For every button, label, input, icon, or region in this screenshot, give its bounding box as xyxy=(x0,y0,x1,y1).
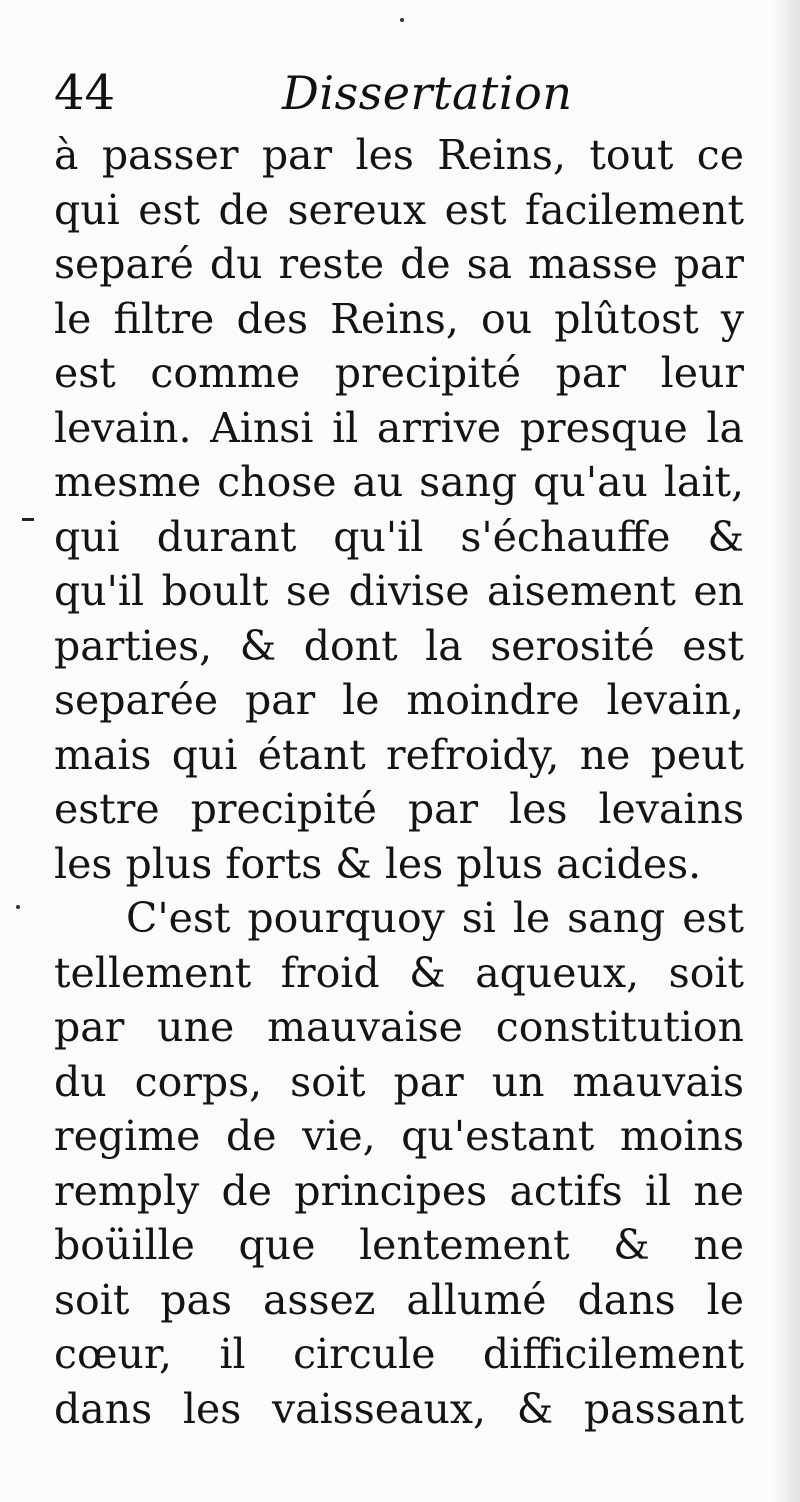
text-line: dans les vaisseaux, & passant xyxy=(54,1384,744,1433)
page-number: 44 xyxy=(54,65,116,121)
text-line: mais qui étant refroidy, ne peut xyxy=(54,730,744,779)
text-line: soit pas assez allumé dans le xyxy=(54,1275,744,1324)
text-line: parties, & dont la serosité est xyxy=(54,621,744,670)
text-line: remply de principes actifs il ne xyxy=(54,1166,744,1215)
text-line: separée par le moindre levain, xyxy=(54,676,744,724)
text-line: C'est pourquoy si le sang est xyxy=(126,894,744,942)
text-line: cœur, il circule difficilement xyxy=(54,1330,744,1378)
text-line: les plus forts & les plus acides. xyxy=(54,839,702,888)
text-line: boüille que lentement & ne xyxy=(54,1221,744,1269)
text-line: separé du reste de sa masse par xyxy=(54,240,744,288)
text-line: tellement froid & aqueux, soit xyxy=(54,948,744,997)
ink-speck xyxy=(16,905,20,909)
text-line: levain. Ainsi il arrive presque la xyxy=(54,403,744,452)
text-line: à passer par les Reins, tout ce xyxy=(54,131,744,179)
text-line: par une mauvaise constitution xyxy=(54,1003,744,1051)
text-line: qui est de sereux est facilement xyxy=(54,185,744,234)
text-line: du corps, soit par un mauvais xyxy=(54,1057,744,1106)
text-line: le filtre des Reins, ou plûtost y xyxy=(54,294,744,343)
body-text xyxy=(54,128,744,1436)
text-line: est comme precipité par leur xyxy=(54,349,744,397)
page-header xyxy=(0,56,800,130)
text-line: mesme chose au sang qu'au lait, xyxy=(54,458,744,506)
text-line: regime de vie, qu'estant moins xyxy=(54,1112,744,1160)
margin-mark xyxy=(22,518,34,521)
text-line: qui durant qu'il s'échauffe & xyxy=(54,512,744,561)
text-line: estre precipité par les levains xyxy=(54,785,744,833)
text-line: qu'il boult se divise aisement en xyxy=(54,567,744,615)
ink-speck xyxy=(400,18,404,22)
running-title: Dissertation xyxy=(282,66,573,120)
